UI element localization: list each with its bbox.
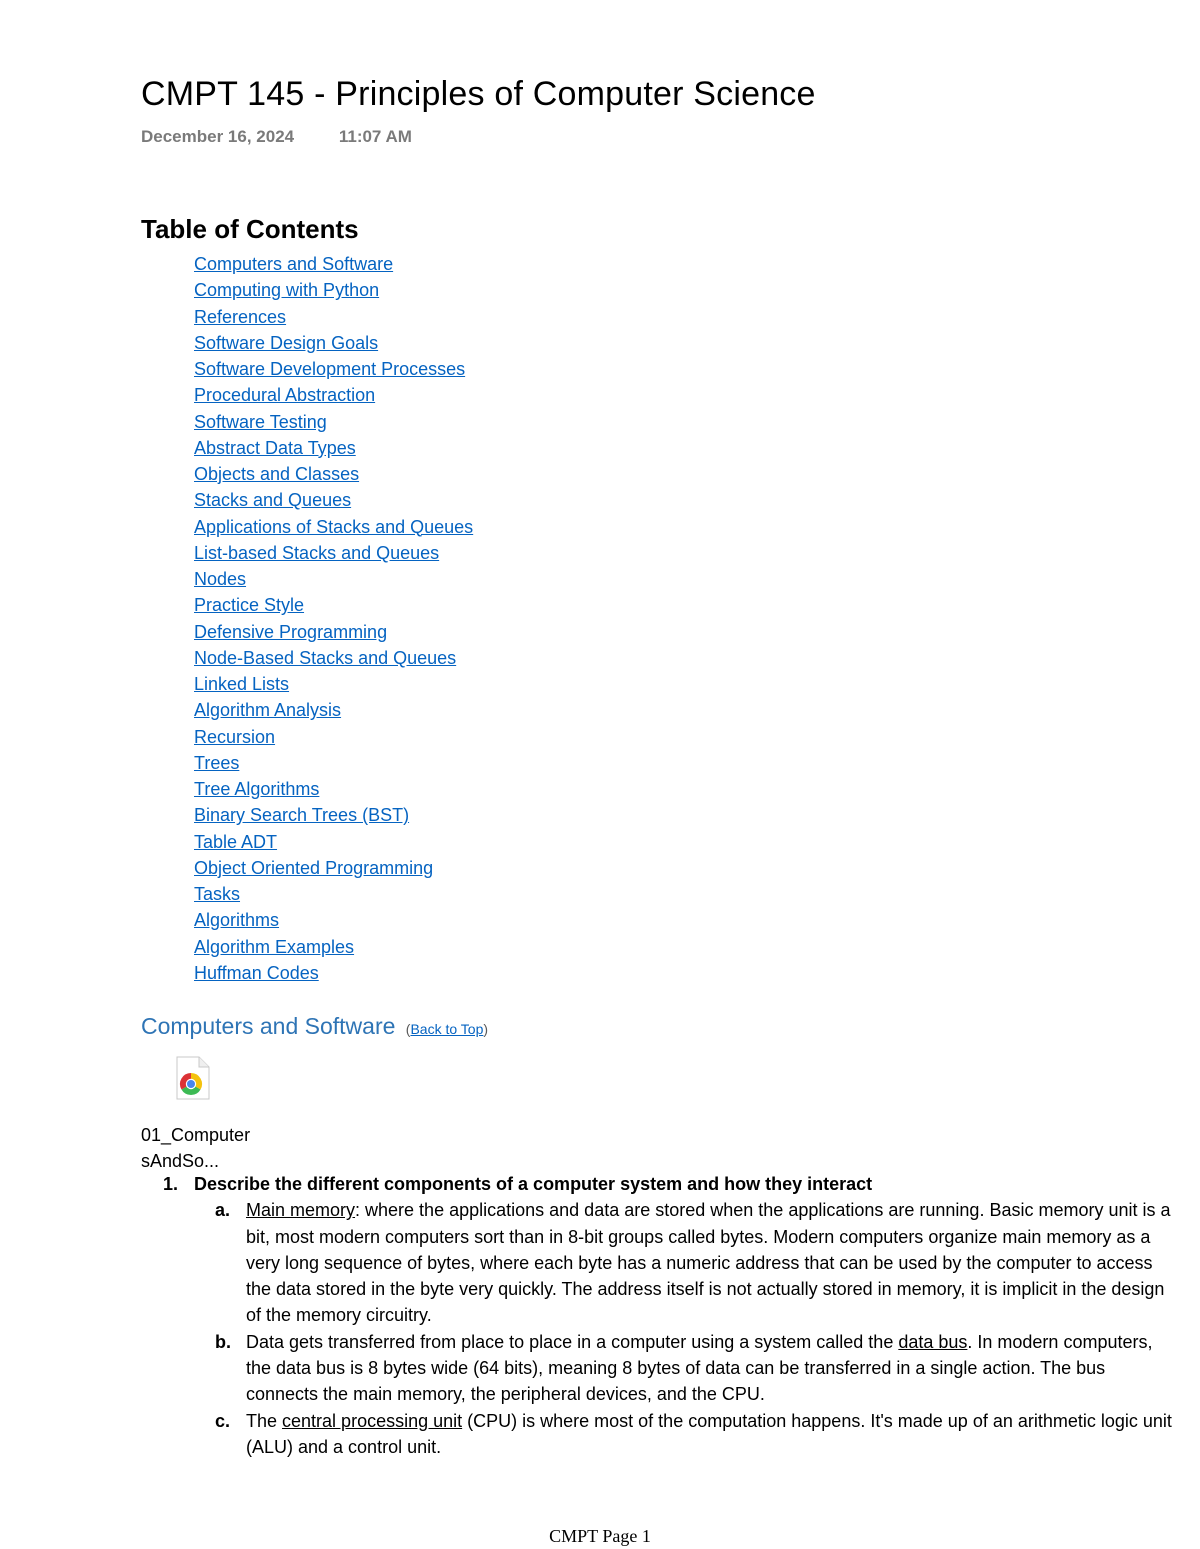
- toc-item: [194, 382, 473, 408]
- toc-item: [194, 304, 473, 330]
- answer-text: : where the applications and data are stored when the applications are running. Basic memory unit is a bit, most modern computers sort than in 8-bit groups called bytes. Modern computers organize main memory as a very long sequence of bytes, where each byte has a numeric address that can be used by the computer to access the data stored in the byte very quickly. The address itself is not actually stored in memory, it is implicit in the design of the memory circuitry.: [246, 1200, 1171, 1326]
- answer-text: Data gets transferred from place to place in a computer using a system called the: [246, 1331, 899, 1352]
- document-date: December 16, 2024: [141, 127, 295, 146]
- toc-item: [194, 409, 473, 435]
- toc-item: [194, 697, 473, 723]
- toc-link-algorithm-analysis[interactable]: Algorithm Analysis: [194, 700, 342, 721]
- toc-link-objects-and-classes[interactable]: Objects and Classes: [194, 464, 360, 484]
- toc-item: [194, 907, 473, 933]
- answer-item: [194, 1197, 1181, 1328]
- section-heading: [141, 1013, 488, 1040]
- toc-item: [194, 356, 473, 382]
- back-to-top-link[interactable]: Back to Top: [410, 1021, 484, 1037]
- answer-letter: b.: [215, 1331, 231, 1352]
- toc-link-tree-algorithms[interactable]: Tree Algorithms: [194, 779, 320, 799]
- page-title: CMPT 145 - Principles of Computer Science: [141, 75, 816, 113]
- answer-list: [194, 1197, 1181, 1460]
- toc-link-defensive-programming[interactable]: Defensive Programming: [194, 621, 388, 642]
- toc-link-list-based-stacks-and-queues[interactable]: List-based Stacks and Queues: [194, 542, 440, 563]
- back-to-top: (Back to Top): [405, 1021, 489, 1037]
- toc-link-applications-of-stacks-and-queues[interactable]: Applications of Stacks and Queues: [194, 516, 474, 537]
- toc-item: [194, 724, 473, 750]
- toc-item: [194, 619, 473, 645]
- toc-item: [194, 671, 473, 697]
- term-cpu: central processing unit: [282, 1410, 463, 1431]
- toc-link-trees[interactable]: Trees: [194, 752, 240, 773]
- answer-text: . In modern computers, the data bus is 8 bytes wide (64 bits), meaning 8 bytes of data can be transferred in a single action. The bus connects the main memory, the peripheral devices, and the CPU.: [246, 1331, 1153, 1405]
- page-footer: CMPT Page 1: [549, 1526, 651, 1546]
- toc-link-software-testing[interactable]: Software Testing: [194, 411, 327, 432]
- toc-link-stacks-and-queues[interactable]: Stacks and Queues: [194, 490, 352, 511]
- toc-item: [194, 829, 473, 855]
- toc-link-computers-and-software[interactable]: Computers and Software: [194, 254, 394, 274]
- toc-link-node-based-stacks-and-queues[interactable]: Node-Based Stacks and Queues: [194, 647, 457, 668]
- question-item: [141, 1171, 1181, 1460]
- toc-item: [194, 540, 473, 566]
- question-list: [141, 1171, 1181, 1460]
- document-time: 11:07 AM: [338, 127, 412, 146]
- toc-item: [194, 960, 473, 986]
- question-text: Describe the different components of a computer system and how they interact: [194, 1174, 873, 1194]
- toc-item: [194, 277, 473, 303]
- toc-link-practice-style[interactable]: Practice Style: [194, 595, 305, 616]
- toc-item: [194, 251, 473, 277]
- document-meta: [141, 127, 412, 147]
- answer-text: The: [246, 1410, 283, 1431]
- answer-item: [194, 1329, 1181, 1408]
- toc-item: [194, 855, 473, 881]
- term-main-memory: Main memory: [246, 1200, 356, 1221]
- answer-text: (CPU) is where most of the computation happens. It's made up of an arithmetic logic unit (ALU) and a control unit.: [246, 1410, 1172, 1457]
- toc-link-algorithms[interactable]: Algorithms: [194, 910, 280, 931]
- toc-item: [194, 934, 473, 960]
- toc-link-references[interactable]: References: [194, 306, 287, 327]
- section-title: Computers and Software: [141, 1013, 396, 1039]
- toc-item: [194, 881, 473, 907]
- question-number: 1.: [163, 1174, 179, 1194]
- toc-link-binary-search-trees[interactable]: Binary Search Trees (BST): [194, 805, 410, 826]
- toc-item: [194, 802, 473, 828]
- toc-heading: Table of Contents: [141, 214, 359, 244]
- answer-letter: c.: [215, 1410, 231, 1431]
- attachment-filename[interactable]: 01_ComputersAndSo...: [141, 1125, 251, 1171]
- toc-link-table-adt[interactable]: Table ADT: [194, 831, 278, 852]
- toc-item: [194, 487, 473, 513]
- chrome-file-icon-graphic: [170, 1056, 212, 1100]
- toc-link-abstract-data-types[interactable]: Abstract Data Types: [194, 437, 356, 458]
- toc-link-recursion[interactable]: Recursion: [194, 726, 276, 747]
- table-of-contents: [194, 251, 473, 986]
- toc-item: [194, 435, 473, 461]
- answer-item: [194, 1408, 1181, 1461]
- term-data-bus: data bus: [898, 1331, 968, 1352]
- toc-link-procedural-abstraction[interactable]: Procedural Abstraction: [194, 385, 376, 406]
- toc-item: [194, 592, 473, 618]
- toc-link-software-development-processes[interactable]: Software Development Processes: [194, 359, 466, 379]
- toc-item: [194, 776, 473, 802]
- toc-link-huffman-codes[interactable]: Huffman Codes: [194, 962, 319, 983]
- toc-item: [194, 566, 473, 592]
- chrome-file-icon[interactable]: [170, 1056, 212, 1100]
- toc-item: [194, 750, 473, 776]
- toc-link-computing-with-python[interactable]: Computing with Python: [194, 280, 380, 301]
- toc-link-algorithm-examples[interactable]: Algorithm Examples: [194, 936, 355, 957]
- toc-item: [194, 461, 473, 487]
- toc-item: [194, 645, 473, 671]
- answer-letter: a.: [215, 1200, 231, 1221]
- toc-item: [194, 514, 473, 540]
- toc-link-nodes[interactable]: Nodes: [194, 569, 247, 589]
- toc-link-software-design-goals[interactable]: Software Design Goals: [194, 332, 379, 353]
- toc-link-object-oriented-programming[interactable]: Object Oriented Programming: [194, 857, 434, 878]
- toc-link-tasks[interactable]: Tasks: [194, 884, 241, 904]
- toc-link-linked-lists[interactable]: Linked Lists: [194, 674, 290, 694]
- toc-item: [194, 330, 473, 356]
